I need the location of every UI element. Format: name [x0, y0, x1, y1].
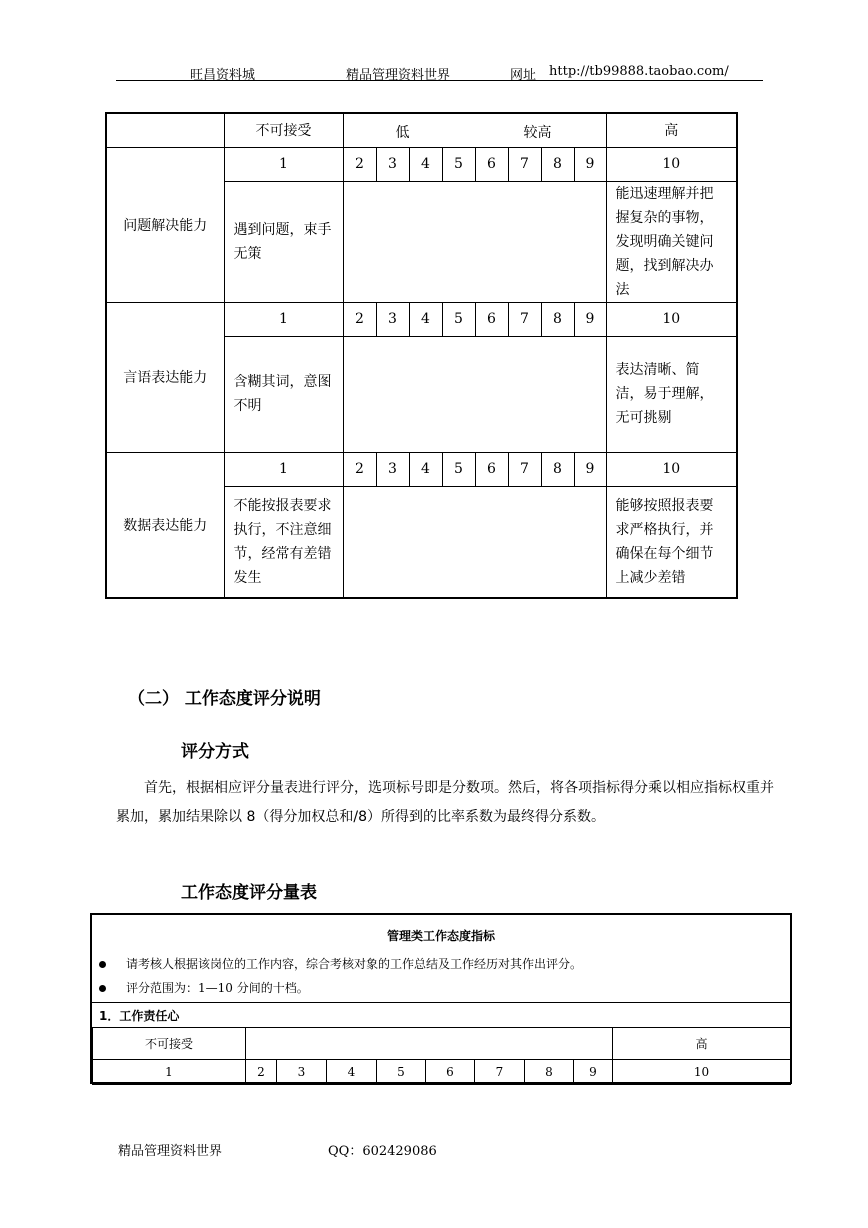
score-cell: 4: [409, 147, 442, 181]
bullet-text: 请考核人根据该岗位的工作内容，综合考核对象的工作总结及工作经历对其作出评分。: [126, 957, 583, 971]
header-url[interactable]: http://tb99888.taobao.com/: [549, 64, 729, 79]
table-row: [93, 1028, 791, 1060]
score-cell: 10: [606, 452, 737, 486]
score-cell: 1: [224, 452, 343, 486]
header-url-label: 网址: [510, 68, 537, 83]
score-cell: 5: [377, 1060, 426, 1085]
divider: [92, 1002, 790, 1003]
head-low-higher: [343, 113, 606, 147]
bullet-text: 评分范围为：1—10 分间的十档。: [126, 981, 309, 995]
bullet-icon: [99, 985, 106, 992]
mid-blank: [343, 486, 606, 598]
score-cell: 8: [525, 1060, 574, 1085]
score-cell: 5: [442, 452, 475, 486]
score-cell: 4: [409, 302, 442, 336]
corner-cell: [106, 113, 224, 147]
row-label: 问题解决能力: [106, 147, 224, 302]
high-description: 表达清晰、简洁，易于理解，无可挑剔: [606, 336, 737, 452]
score-cell: 7: [475, 1060, 525, 1085]
row-label: 数据表达能力: [106, 452, 224, 598]
paragraph-text: 首先，根据相应评分量表进行评分，选项标号即是分数项。然后，将各项指标得分乘以相应指标权重并累加，累加结果除以 8（得分加权总和/8）所得到的比率系数为最终得分系数。: [116, 780, 774, 825]
score-cell: 3: [376, 147, 409, 181]
mid-blank: [246, 1028, 613, 1060]
score-cell: 10: [613, 1060, 791, 1085]
bullet-item: [99, 955, 582, 972]
low-description: 遇到问题，束手无策: [224, 181, 343, 302]
score-cell: 3: [277, 1060, 327, 1085]
head-higher: 较高: [523, 125, 552, 141]
header-rule: [116, 80, 763, 81]
scale-title: 工作态度评分量表: [181, 883, 317, 903]
score-cell: 2: [343, 452, 376, 486]
head-unacceptable: 不可接受: [93, 1028, 246, 1060]
score-cell: 10: [606, 302, 737, 336]
attitude-score-table: [92, 1027, 791, 1085]
score-cell: 6: [426, 1060, 475, 1085]
bullet-icon: [99, 961, 106, 968]
score-cell: 5: [442, 147, 475, 181]
attitude-table-title: 管理类工作态度指标: [386, 929, 495, 943]
score-cell: 9: [574, 147, 606, 181]
row-label: 言语表达能力: [106, 302, 224, 452]
scale-header-row: [106, 113, 737, 147]
head-unacceptable: 不可接受: [224, 113, 343, 147]
score-cell: 3: [376, 452, 409, 486]
score-cell: 4: [409, 452, 442, 486]
footer-world: 精品管理资料世界: [118, 1144, 223, 1159]
score-cell: 8: [541, 452, 574, 486]
ability-scale-table: [105, 112, 738, 599]
score-cell: 7: [508, 302, 541, 336]
low-description: 不能按报表要求执行，不注意细节，经常有差错发生: [224, 486, 343, 598]
section-heading: （二） 工作态度评分说明: [128, 689, 321, 709]
footer-qq: QQ：602429086: [328, 1144, 437, 1159]
score-cell: 10: [606, 147, 737, 181]
high-description: 能迅速理解并把握复杂的事物，发现明确关键问题，找到解决办法: [606, 181, 737, 302]
head-low: 低: [395, 125, 410, 141]
score-cell: 1: [224, 302, 343, 336]
score-cell: 1: [93, 1060, 246, 1085]
table-row: [106, 452, 737, 486]
table-row: [93, 1060, 791, 1085]
head-high: 高: [613, 1028, 791, 1060]
score-cell: 2: [343, 302, 376, 336]
mid-blank: [343, 336, 606, 452]
score-cell: 8: [541, 147, 574, 181]
score-cell: 2: [343, 147, 376, 181]
score-cell: 9: [574, 302, 606, 336]
bullet-item: [99, 979, 309, 996]
high-description: 能够按照报表要求严格执行，并确保在每个细节上减少差错: [606, 486, 737, 598]
item-title: 1．工作责任心: [99, 1009, 180, 1023]
score-cell: 1: [224, 147, 343, 181]
score-cell: 4: [327, 1060, 377, 1085]
attitude-table: [90, 913, 792, 1084]
header-shop: 旺昌资料城: [190, 68, 256, 83]
table-row: [106, 147, 737, 181]
score-cell: 6: [475, 452, 508, 486]
score-cell: 9: [574, 1060, 613, 1085]
mid-blank: [343, 181, 606, 302]
score-cell: 7: [508, 452, 541, 486]
score-cell: 9: [574, 452, 606, 486]
header-world: 精品管理资料世界: [346, 68, 451, 83]
head-high: 高: [606, 113, 737, 147]
method-title: 评分方式: [181, 742, 249, 762]
score-cell: 6: [475, 302, 508, 336]
low-description: 含糊其词，意图不明: [224, 336, 343, 452]
score-cell: 5: [442, 302, 475, 336]
score-cell: 7: [508, 147, 541, 181]
method-paragraph: [116, 774, 776, 832]
score-cell: 3: [376, 302, 409, 336]
score-cell: 8: [541, 302, 574, 336]
score-cell: 6: [475, 147, 508, 181]
score-cell: 2: [246, 1060, 277, 1085]
table-row: [106, 302, 737, 336]
